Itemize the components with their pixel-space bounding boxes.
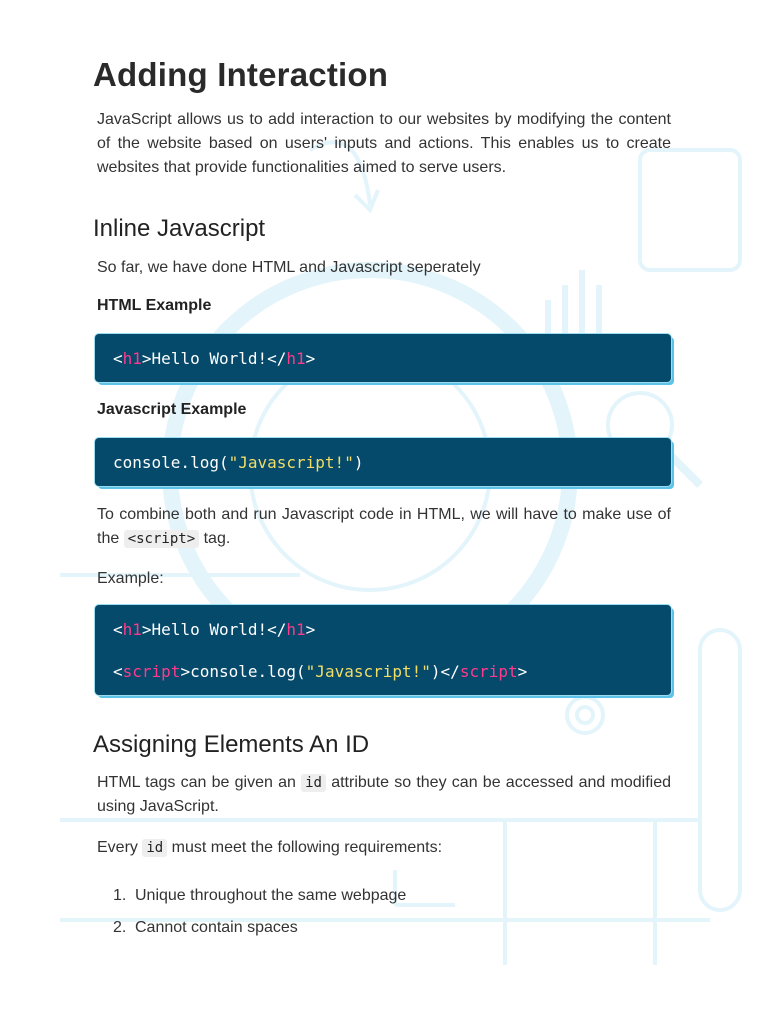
code-punct: <	[113, 349, 123, 368]
code-punct: >	[305, 349, 316, 368]
javascript-example-code-line	[113, 453, 363, 472]
req-text-after: must meet the following requirements:	[171, 839, 443, 856]
code-string: "Javascript!"	[305, 662, 431, 681]
combined-code-line-1	[113, 620, 315, 639]
code-punct: >	[180, 662, 191, 681]
combine-text-after: tag.	[203, 530, 231, 547]
combined-example-code-block	[95, 605, 671, 695]
combined-code-line-2	[113, 662, 527, 681]
id-inline-code: id	[142, 839, 167, 857]
html-example-code-line	[113, 349, 315, 368]
list-item	[97, 882, 406, 914]
list-item-text: Cannot contain spaces	[135, 919, 298, 936]
id-requirements-list	[97, 882, 406, 946]
id-attribute-paragraph	[97, 771, 671, 819]
req-text-before: Every	[97, 839, 138, 856]
code-punct: <	[113, 662, 123, 681]
code-punct: <	[113, 620, 123, 639]
code-string: "Javascript!"	[228, 453, 354, 472]
code-punct: >	[141, 620, 152, 639]
html-example-code-block	[95, 334, 671, 382]
code-tag: h1	[122, 620, 142, 639]
combine-paragraph	[97, 503, 671, 551]
id-requirements-intro	[97, 836, 671, 860]
code-punct: </	[440, 662, 460, 681]
javascript-example-code-block	[95, 438, 671, 486]
list-item-text: Unique throughout the same webpage	[135, 887, 407, 904]
script-tag-inline-code: <script>	[124, 530, 199, 548]
code-text: Hello World!	[151, 349, 268, 368]
code-punct: >	[305, 620, 316, 639]
assigning-id-heading: Assigning Elements An ID	[93, 731, 370, 758]
code-text: console.log(	[113, 453, 229, 472]
code-text: )	[353, 453, 364, 472]
inline-javascript-heading: Inline Javascript	[93, 215, 266, 242]
example-label: Example:	[97, 570, 164, 587]
code-tag: h1	[122, 349, 142, 368]
id-text-before: HTML tags can be given an	[97, 774, 296, 791]
code-punct: >	[517, 662, 528, 681]
code-tag: h1	[286, 349, 306, 368]
code-punct: </	[267, 620, 287, 639]
id-text-after: attribute so they can be accessed and modified using JavaScript.	[97, 774, 671, 815]
id-inline-code: id	[301, 774, 326, 792]
combine-text-before: To combine both and run Javascript code in HTML, we will have to make use of the	[97, 506, 671, 547]
code-text: Hello World!	[151, 620, 268, 639]
inline-intro-text: So far, we have done HTML and Javascript seperately	[97, 259, 481, 276]
code-punct: </	[267, 349, 287, 368]
code-punct: >	[141, 349, 152, 368]
list-item	[97, 914, 406, 946]
code-tag: script	[122, 662, 181, 681]
page-title: Adding Interaction	[93, 56, 389, 93]
code-text: console.log(	[190, 662, 306, 681]
intro-paragraph: JavaScript allows us to add interaction to our websites by modifying the content of the website based on users' inputs and actions. This enables us to create websites that provide functionalities aimed to serve users.	[97, 111, 671, 176]
code-tag: script	[459, 662, 518, 681]
list-item-number: 2.	[113, 919, 127, 936]
list-item-number: 1.	[113, 887, 127, 904]
javascript-example-label: Javascript Example	[97, 401, 247, 418]
code-tag: h1	[286, 620, 306, 639]
html-example-label: HTML Example	[97, 297, 212, 314]
code-text: )	[430, 662, 441, 681]
